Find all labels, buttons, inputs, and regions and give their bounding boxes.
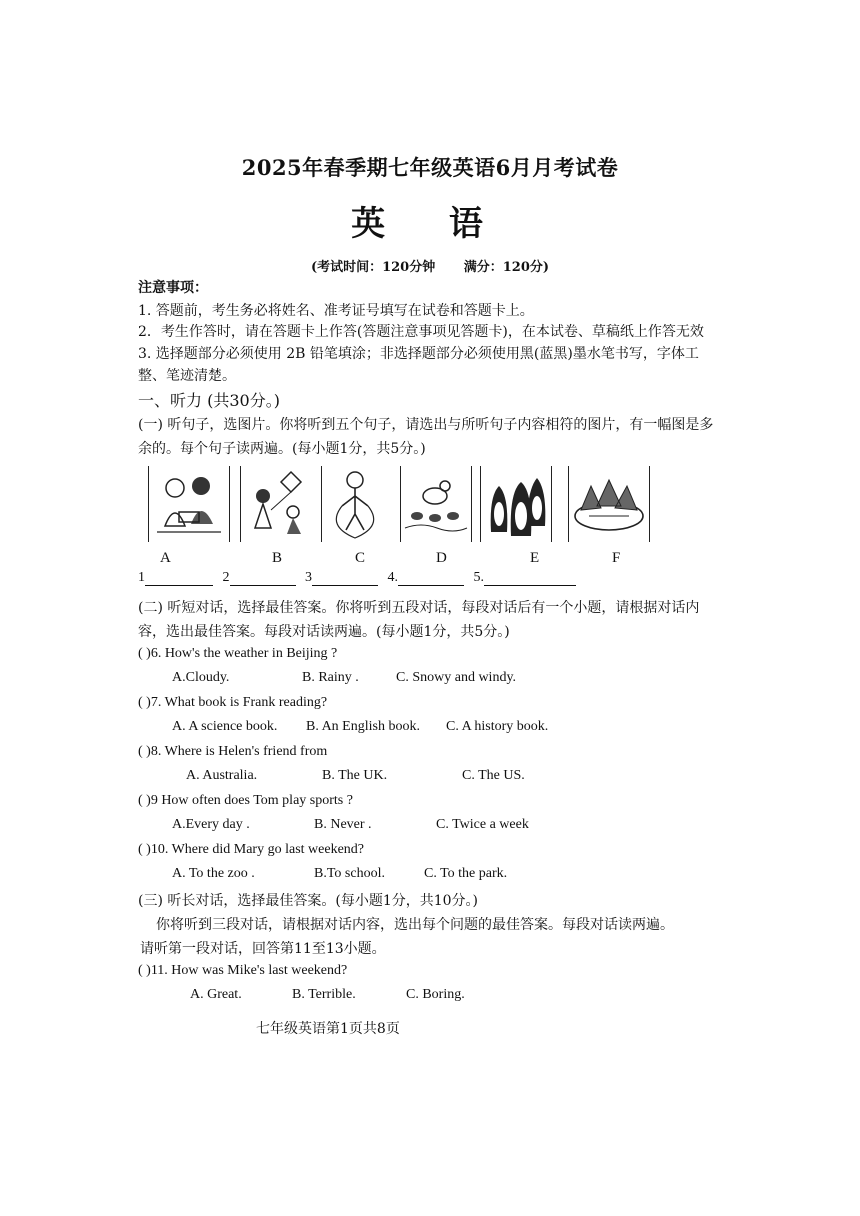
question-10-option-c[interactable]: C. To the park. — [424, 866, 508, 881]
answer-blank-1[interactable] — [145, 571, 213, 586]
blank-label-5: 5. — [473, 570, 484, 585]
question-11-option-c[interactable]: C. Boring. — [406, 987, 465, 1002]
full-score: 满分：120分) — [463, 260, 550, 275]
question-6-option-a[interactable]: A.Cloudy. — [172, 670, 230, 685]
question-7: ( )7. What book is Frank reading? — [138, 695, 328, 710]
picture-b — [240, 466, 322, 542]
question-8-option-c[interactable]: C. The US. — [462, 768, 525, 783]
subject-title: 英 语 — [351, 204, 509, 244]
picture-a — [148, 466, 230, 542]
part1-instruction-line1: (一) 听句子，选图片。你将听到五个句子，请选出与所听句子内容相符的图片，有一幅图是多 — [138, 417, 714, 433]
section-listening-heading: 一、听力 (共30分。) — [138, 391, 280, 410]
question-11-option-a[interactable]: A. Great. — [190, 987, 242, 1002]
question-8: ( )8. Where is Helen's friend from — [138, 744, 328, 759]
exam-title: 2025年春季期七年级英语6月月考试卷 — [241, 155, 619, 180]
answer-blank-4[interactable] — [398, 571, 464, 586]
blank-label-4: 4. — [387, 570, 398, 585]
question-6-option-b[interactable]: B. Rainy . — [302, 670, 359, 685]
blank-label-2: 2 — [222, 570, 230, 585]
question-8-option-b[interactable]: B. The UK. — [322, 768, 388, 783]
question-6-option-c[interactable]: C. Snowy and windy. — [396, 670, 517, 685]
notes-heading: 注意事项： — [138, 280, 208, 296]
picture-e — [480, 466, 552, 542]
question-7-option-c[interactable]: C. A history book. — [446, 719, 549, 734]
first-dialog-instruction: 请听第一段对话，回答第11至13小题。 — [140, 941, 386, 957]
picture-label-a: A — [160, 550, 171, 566]
question-9-option-b[interactable]: B. Never . — [314, 817, 372, 832]
note-item-2: 2．考生作答时，请在答题卡上作答(答题注意事项见答题卡)，在本试卷、草稿纸上作答无效 — [138, 324, 704, 340]
picture-label-b: B — [272, 550, 283, 566]
question-9-option-c[interactable]: C. Twice a week — [436, 817, 529, 832]
ducks-icon — [401, 466, 471, 542]
question-9: ( )9 How often does Tom play sports ? — [138, 793, 353, 808]
answer-blank-2[interactable] — [230, 571, 296, 586]
question-11: ( )11. How was Mike's last weekend? — [138, 963, 348, 978]
part2-instruction-line2: 容，选出最佳答案。每段对话读两遍。(每小题1分，共5分。) — [138, 624, 510, 640]
children-playing-icon — [149, 466, 229, 542]
picture-label-d: D — [436, 550, 447, 566]
picture-label-c: C — [355, 550, 366, 566]
question-7-option-b[interactable]: B. An English book. — [306, 719, 420, 734]
part2-instruction-line1: (二) 听短对话，选择最佳答案。你将听到五段对话，每段对话后有一个小题，请根据对话内 — [138, 600, 700, 616]
answer-blanks-row — [138, 570, 576, 586]
question-6: ( )6. How's the weather in Beijing ? — [138, 646, 338, 661]
question-10-option-a[interactable]: A. To the zoo . — [172, 866, 255, 881]
picture-f — [568, 466, 650, 542]
note-item-1: 1. 答题前，考生务必将姓名、准考证号填写在试卷和答题卡上。 — [138, 303, 534, 319]
page-footer: 七年级英语第1页共8页 — [256, 1021, 400, 1037]
question-10-option-b[interactable]: B.To school. — [314, 866, 385, 881]
blank-label-1: 1 — [138, 570, 145, 585]
picture-d — [400, 466, 472, 542]
question-10: ( )10. Where did Mary go last weekend? — [138, 842, 364, 857]
question-8-option-a[interactable]: A. Australia. — [186, 768, 258, 783]
exam-time: (考试时间：120分钟 — [310, 260, 436, 275]
part3-heading: (三) 听长对话，选择最佳答案。(每小题1分，共10分。) — [138, 893, 479, 909]
question-9-option-a[interactable]: A.Every day . — [172, 817, 250, 832]
part3-intro: 你将听到三段对话，请根据对话内容，选出每个问题的最佳答案。每段对话读两遍。 — [156, 917, 674, 933]
note-item-4: 整、笔迹清楚。 — [138, 368, 236, 384]
exam-info — [0, 256, 860, 275]
picture-label-f: F — [612, 550, 621, 566]
question-11-option-b[interactable]: B. Terrible. — [292, 987, 356, 1002]
kids-kite-icon — [241, 466, 321, 542]
part1-instruction-line2: 余的。每个句子读两遍。(每小题1分，共5分。) — [138, 441, 426, 457]
question-7-option-a[interactable]: A. A science book. — [172, 719, 278, 734]
answer-blank-3[interactable] — [312, 571, 378, 586]
picture-c — [322, 466, 388, 542]
jump-rope-icon — [322, 466, 388, 542]
picture-label-e: E — [530, 550, 540, 566]
note-item-3: 3. 选择题部分必须使用 2B 铅笔填涂；非选择题部分必须使用黑(蓝黑)墨水笔书写，字体工 — [138, 346, 699, 362]
penguins-icon — [481, 466, 551, 542]
blank-label-3: 3 — [305, 570, 312, 585]
answer-blank-5[interactable] — [484, 571, 576, 586]
food-plate-icon — [569, 466, 649, 542]
